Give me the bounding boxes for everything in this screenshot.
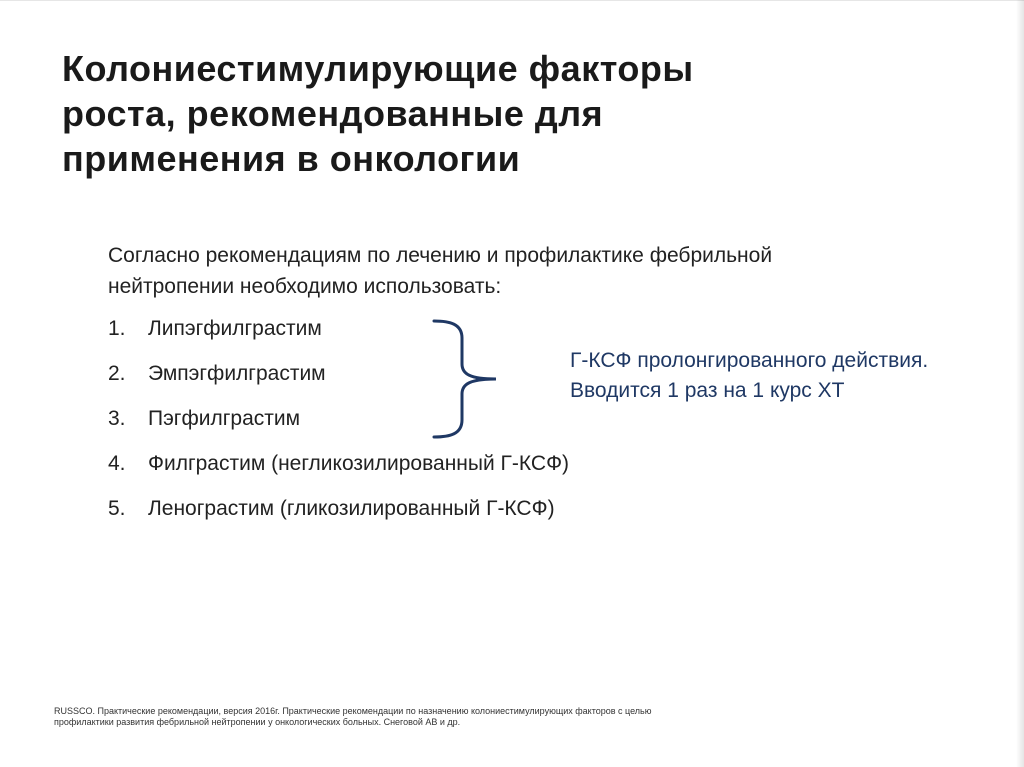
intro-line: Согласно рекомендациям по лечению и профилактике фебрильной (108, 244, 773, 267)
list-item-label: Ленограстим (гликозилированный Г-КСФ) (148, 497, 555, 520)
note-line: Г-КСФ пролонгированного действия. (570, 349, 929, 372)
list-item-number: 5. (108, 497, 126, 520)
brace-note (570, 346, 928, 406)
list-item-label: Эмпэгфилграстим (148, 362, 326, 385)
list-item-label: Липэгфилграстим (148, 317, 322, 340)
note-line: Вводится 1 раз на 1 курс ХТ (570, 379, 845, 402)
list-item (108, 448, 569, 493)
title-line: применения в онкологии (62, 138, 521, 179)
intro-line: нейтропении необходимо использовать: (108, 275, 502, 298)
curly-brace-icon (430, 318, 500, 440)
footnote-line: RUSSCO. Практические рекомендации, версия 2016г. Практические рекомендации по назначению колониестимулирующих факторов с целью (54, 706, 652, 716)
list-item-number: 4. (108, 452, 126, 475)
list-item-number: 3. (108, 407, 126, 430)
list-item-number: 1. (108, 317, 126, 340)
footnote-line: профилактики развития фебрильной нейтропении у онкологических больных. Снеговой АВ и др. (54, 717, 461, 727)
list-item-number: 2. (108, 362, 126, 385)
reference-footnote (54, 706, 754, 728)
intro-paragraph (108, 240, 948, 302)
page-edge-shadow (1016, 0, 1024, 767)
title-line: Колониестимулирующие факторы (62, 48, 694, 89)
slide-title (62, 46, 962, 181)
list-item (108, 493, 569, 538)
title-line: роста, рекомендованные для (62, 93, 604, 134)
list-item-label: Филграстим (негликозилированный Г-КСФ) (148, 452, 570, 475)
curly-brace-path (434, 321, 496, 437)
list-item-label: Пэгфилграстим (148, 407, 301, 430)
